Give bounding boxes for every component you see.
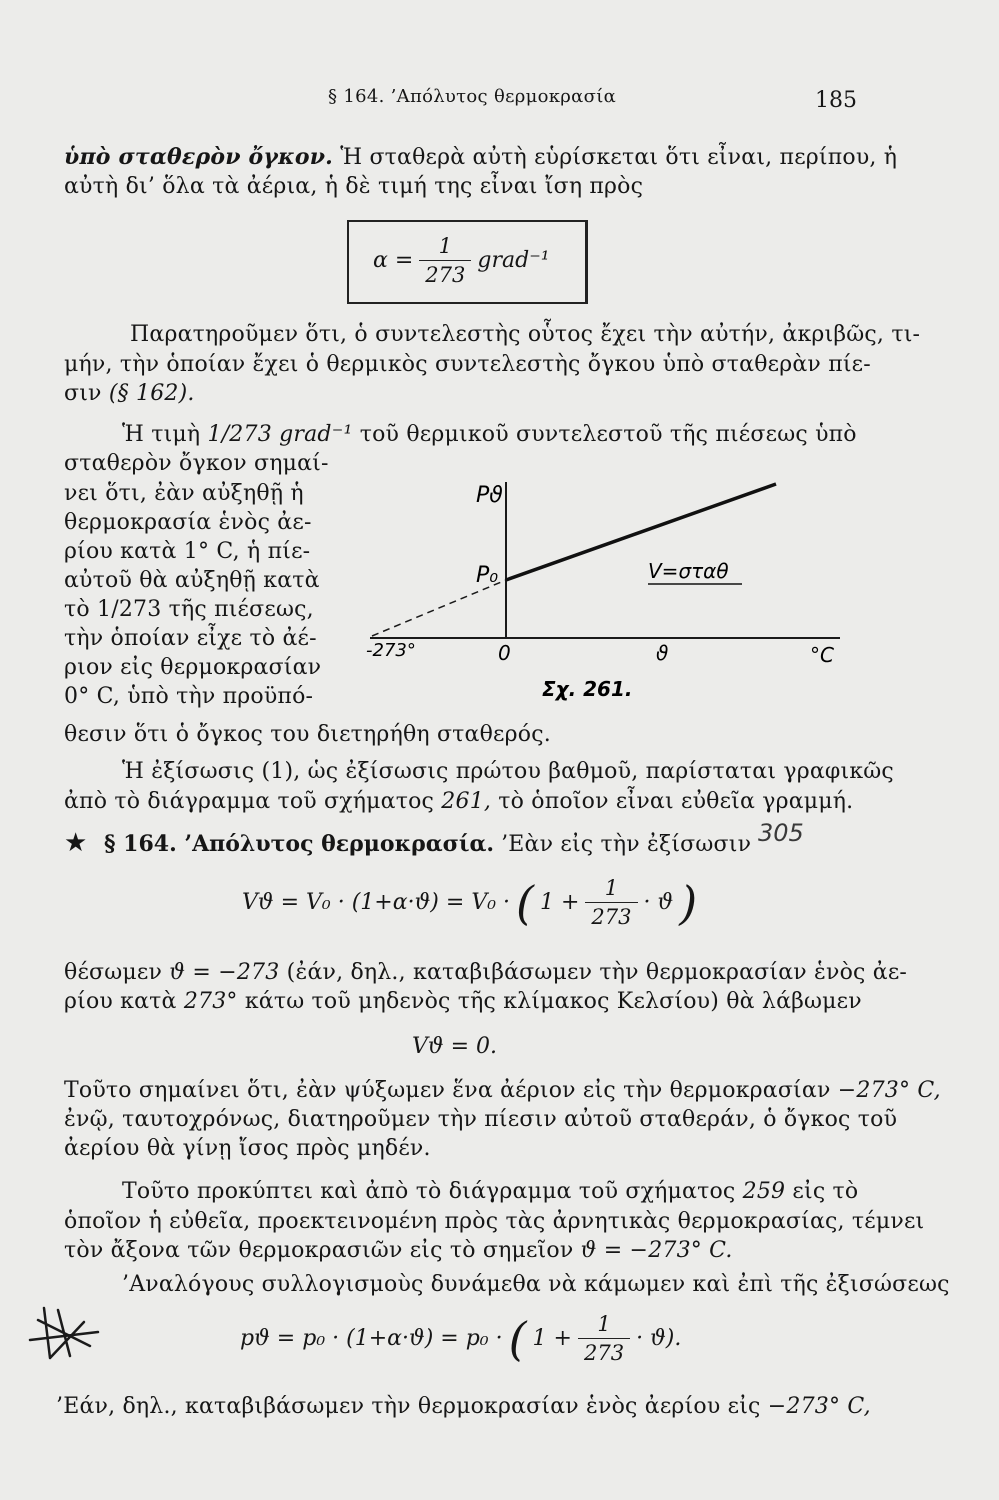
running-header: § 164. ’Απόλυτος θερμοκρασία [328, 86, 617, 107]
fig-ref-259: 259 [742, 1179, 786, 1204]
eq1-open-paren: ( [516, 875, 534, 930]
para5-line2: ρίου κατὰ 273° κάτω τοῦ μηδενὸς τῆς κλίμακος Κελσίου) θὰ λάβωμεν [64, 989, 862, 1014]
eq3-one: 1 + [532, 1326, 572, 1351]
eq3-open-paren: ( [508, 1311, 527, 1366]
y-label-ptheta: Pϑ [476, 483, 503, 508]
para3-line1: Ἡ τιμὴ 1/273 grad⁻¹ τοῦ θερμικοῦ συντελεστοῦ τῆς πιέσεως ὑπὸ [122, 422, 857, 447]
alpha-num: 1 [438, 234, 453, 258]
alpha-lhs: α = [373, 248, 414, 273]
eq1-tail: · ϑ [643, 890, 674, 915]
para3-wrap-7: τὴν ὁποίαν εἶχε τὸ ἀέ- [64, 626, 317, 651]
para6-line3: ἀερίου θὰ γίνῃ ἴσος πρὸς μηδέν. [64, 1136, 431, 1161]
para2-line3: σιν (§ 162). [64, 381, 195, 406]
para1-line1 [64, 143, 898, 172]
eq1-lhs: Vϑ = V₀ · (1+α·ϑ) = V₀ · [242, 890, 511, 915]
line-label: V=σταθ [648, 559, 729, 583]
equation-pressure [240, 1312, 681, 1365]
para4-line2: ἀπὸ τὸ διάγραμμα τοῦ σχήματος 261, τὸ ὁποῖον εἶναι εὐθεῖα γραμμή. [64, 789, 854, 814]
star-icon: ★ [64, 828, 88, 858]
fig-ref-261: 261, [441, 789, 492, 814]
para3-wrap-3: θερμοκρασία ἑνὸς ἀε- [64, 510, 312, 535]
handwritten-margin-note: 305 [758, 819, 804, 847]
eq3-tail: · ϑ). [636, 1326, 682, 1351]
alpha-fraction [419, 234, 471, 287]
para3-wrap-8: ριον εἰς θερμοκρασίαν [64, 655, 322, 680]
alpha-den: 273 [419, 260, 471, 287]
para3-last: θεσιν ὅτι ὁ ὄγκος του διετηρήθη σταθερός. [64, 722, 551, 747]
para4-line1: Ἡ ἐξίσωσις (1), ὡς ἐξίσωσις πρώτου βαθμοῦ, παρίσταται γραφικῶς [122, 759, 894, 784]
extrapolation-line [372, 580, 506, 636]
section-title: § 164. ’Απόλυτος θερμοκρασία. [104, 831, 495, 857]
formula-box [347, 220, 588, 304]
para3-wrap-9: 0° C, ὑπὸ τὴν προϋπό- [64, 684, 314, 709]
para7-line2: ὁποῖον ἡ εὐθεῖα, προεκτεινομένη πρὸς τὰς ἀρνητικὰς θερμοκρασίας, τέμνει [64, 1209, 925, 1234]
para3-wrap-6: τὸ 1/273 τῆς πιέσεως, [64, 597, 314, 622]
para2-line1: Παρατηροῦμεν ὅτι, ὁ συντελεστὴς οὗτος ἔχει τὴν αὐτήν, ἀκριβῶς, τι- [130, 322, 921, 347]
eq3-lhs: pϑ = p₀ · (1+α·ϑ) = p₀ · [240, 1326, 503, 1351]
para3-wrap-4: ρίου κατὰ 1° C, ἡ πίε- [64, 539, 311, 564]
para7-line1: Τοῦτο προκύπτει καὶ ἀπὸ τὸ διάγραμμα τοῦ σχήματος 259 εἰς τὸ [122, 1179, 859, 1204]
para3-wrap-1: σταθερὸν ὄγκον σημαί- [64, 451, 329, 476]
equation-zero-volume: Vϑ = 0. [412, 1034, 498, 1059]
y-label-p0: P₀ [476, 563, 499, 588]
eq1-close-paren: ) [679, 875, 698, 930]
eq3-fraction: $\frac{1}{273}$ [578, 1312, 630, 1365]
para1-lead: ὑπὸ σταθερὸν ὄγκον. [64, 144, 334, 170]
equation-volume [242, 876, 697, 929]
pressure-line [506, 484, 776, 580]
x-label-unit: °C [810, 643, 834, 667]
para8-line1: ’Αναλόγους συλλογισμοὺς δυνάμεθα νὰ κάμωμεν καὶ ἐπὶ τῆς ἐξισώσεως [122, 1272, 950, 1297]
alpha-formula [373, 234, 550, 287]
para1-line2: αὐτὴ δι’ ὅλα τὰ ἀέρια, ἡ δὲ τιμή της εἶναι ἴση πρὸς [64, 174, 644, 199]
eq1-one: 1 + [539, 890, 580, 915]
para1-rest: Ἡ σταθερὰ αὐτὴ εὑρίσκεται ὅτι εἶναι, περίπου, ἡ [340, 145, 898, 170]
section-heading-rest: ’Εὰν εἰς τὴν ἐξίσωσιν [501, 832, 752, 857]
x-label-theta: ϑ [656, 641, 669, 665]
para7-line3: τὸν ἄξονα τῶν θερμοκρασιῶν εἰς τὸ σημεῖον ϑ = −273° C. [64, 1238, 733, 1263]
pen-mark-icon [24, 1300, 104, 1364]
page-number: 185 [815, 88, 857, 113]
para6-line1: Τοῦτο σημαίνει ὅτι, ἐὰν ψύξωμεν ἕνα ἀέριον εἰς τὴν θερμοκρασίαν −273° C, [64, 1078, 941, 1103]
para5-line1: θέσωμεν ϑ = −273 (ἐάν, δηλ., καταβιβάσωμεν τὴν θερμοκρασίαν ἑνὸς ἀε- [64, 960, 908, 985]
para3-wrap-2: νει ὅτι, ἐὰν αὐξηθῇ ἡ [64, 481, 304, 506]
coefficient-value: 1/273 grad⁻¹ [207, 422, 353, 447]
figure-261 [330, 470, 850, 710]
alpha-unit: grad⁻¹ [477, 248, 550, 273]
x-label-neg273: -273° [366, 640, 416, 661]
eq1-fraction: $\frac{1}{273}$ [585, 876, 637, 929]
section-heading [104, 830, 751, 859]
para3-wrap-5: αὐτοῦ θὰ αὐξηθῇ κατὰ [64, 568, 320, 593]
para9-line1: ’Εάν, δηλ., καταβιβάσωμεν τὴν θερμοκρασίαν ἑνὸς ἀερίου εἰς −273° C, [56, 1394, 871, 1419]
x-label-zero: 0 [498, 641, 511, 665]
section-ref-162: (§ 162). [108, 381, 195, 406]
figure-caption: Σχ. 261. [542, 677, 633, 701]
para2-line2: μήν, τὴν ὁποίαν ἔχει ὁ θερμικὸς συντελεστὴς ὄγκου ὑπὸ σταθερὰν πίε- [64, 352, 871, 377]
para6-line2: ἐνῷ, ταυτοχρόνως, διατηροῦμεν τὴν πίεσιν αὐτοῦ σταθεράν, ὁ ὄγκος τοῦ [64, 1107, 898, 1132]
